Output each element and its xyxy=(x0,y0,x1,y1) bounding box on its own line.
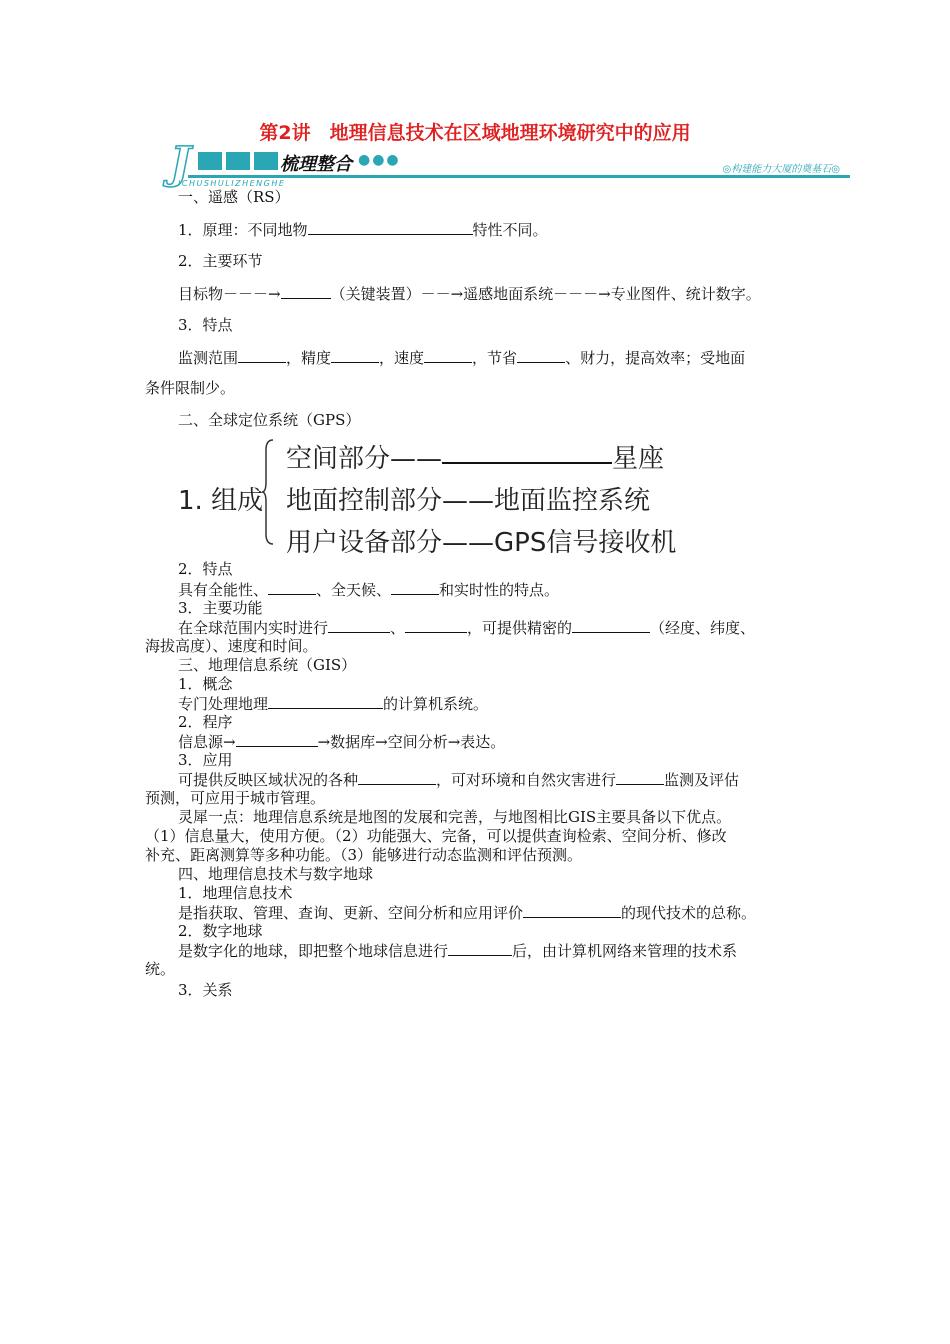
rs-item-1-end: 特性不同。 xyxy=(472,221,548,239)
gps-2-a: 具有全能性、 xyxy=(178,581,269,599)
digital-item-2: 2．数字地球 xyxy=(178,922,263,940)
rs-2-b: （关键装置）－－→遥感地面系统－－－→专业图件、统计数字。 xyxy=(330,285,761,303)
gis-2-a: 信息源→ xyxy=(178,733,236,751)
dig-1-a: 是指获取、管理、查询、更新、空间分析和应用评价 xyxy=(178,904,524,922)
dig-1-b: 的现代技术的总称。 xyxy=(621,904,757,922)
rs-3-b: ，精度 xyxy=(286,349,332,367)
gps-num: 1. 组成 xyxy=(178,486,264,516)
rs-3-c: ，速度 xyxy=(379,349,425,367)
gis-item-2: 2．程序 xyxy=(178,713,233,731)
gps-2-c: 和实时性的特点。 xyxy=(439,581,560,599)
gps-3-c: ，可提供精密的 xyxy=(467,619,573,637)
blank xyxy=(442,438,612,464)
digital-heading: 四、地理信息技术与数字地球 xyxy=(178,865,374,883)
rs-3-e: 、财力，提高效率；受地面 xyxy=(565,349,746,367)
blank xyxy=(448,941,512,956)
gps-2-b: 、全天候、 xyxy=(316,581,392,599)
gps-item-3: 3．主要功能 xyxy=(178,599,263,617)
tip-line-1: 灵犀一点：地理信息系统是地图的发展和完善，与地图相比GIS主要具备以下优点。 xyxy=(178,808,732,826)
blank xyxy=(572,618,650,633)
gis-item-3-cont: 预测，可应用于城市管理。 xyxy=(145,789,326,807)
digital-item-1: 1．地理信息技术 xyxy=(178,884,293,902)
banner-label: 梳理整合 xyxy=(280,154,352,175)
gis-3-c: 监测及评估 xyxy=(664,771,740,789)
gis-item-1-text xyxy=(178,694,488,713)
gps-row-space xyxy=(286,438,664,475)
rs-item-3-cont: 条件限制少。 xyxy=(145,379,236,397)
gis-1-b: 的计算机系统。 xyxy=(383,695,489,713)
blank xyxy=(405,618,467,633)
digital-item-3: 3．关系 xyxy=(178,981,233,999)
gis-item-1: 1．概念 xyxy=(178,675,233,693)
tip-line-2: （1）信息量大，使用方便。（2）功能强大、完备，可以提供查询检索、空间分析、修改 xyxy=(145,827,727,845)
banner-dots: ●●● xyxy=(358,152,401,168)
blank xyxy=(328,618,390,633)
gis-1-a: 专门处理地理 xyxy=(178,695,269,713)
gps-heading: 二、全球定位系统（GPS） xyxy=(178,411,361,429)
rs-2-a: 目标物－－－→ xyxy=(178,285,281,303)
blank xyxy=(424,348,472,363)
brace-icon xyxy=(262,438,274,546)
banner-letter: J xyxy=(170,138,191,189)
rs-item-3-text xyxy=(178,348,745,367)
gps-row1-a: 空间部分—— xyxy=(286,444,443,474)
gps-item-2-text xyxy=(178,580,559,599)
digital-item-2-cont: 统。 xyxy=(145,960,176,978)
gps-item-2: 2．特点 xyxy=(178,560,233,578)
rs-item-2-text xyxy=(178,284,761,303)
blank xyxy=(268,580,316,595)
gis-2-b: →数据库→空间分析→表达。 xyxy=(317,733,506,751)
digital-item-1-text xyxy=(178,903,756,922)
blank xyxy=(616,770,664,785)
page-title: 第2讲 地理信息技术在区域地理环境研究中的应用 xyxy=(259,122,691,144)
gis-item-2-text xyxy=(178,732,505,751)
blank xyxy=(238,348,286,363)
blank xyxy=(268,694,383,709)
gis-item-3: 3．应用 xyxy=(178,751,233,769)
tip-line-3: 补充、距离测算等多种功能。（3）能够进行动态监测和评估预测。 xyxy=(145,846,583,864)
gps-row-user: 用户设备部分——GPS信号接收机 xyxy=(286,528,677,558)
rs-item-1-text: 1．原理：不同地物 xyxy=(178,221,308,239)
gps-row1-b: 星座 xyxy=(612,444,665,474)
dig-2-b: 后，由计算机网络来管理的技术系 xyxy=(512,942,738,960)
rs-item-1 xyxy=(178,220,548,239)
blank xyxy=(391,580,439,595)
rs-heading: 一、遥感（RS） xyxy=(178,188,290,206)
digital-item-2-text xyxy=(178,941,737,960)
banner-subcaption: ICHUSHULIZHENGHE xyxy=(178,179,286,188)
gps-row-ground: 地面控制部分——地面监控系统 xyxy=(286,486,651,516)
gps-3-b: 、 xyxy=(390,619,406,637)
blank xyxy=(281,284,331,299)
blank xyxy=(308,220,473,235)
gps-item-3-cont: 海拔高度）、速度和时间。 xyxy=(145,637,318,655)
blank xyxy=(331,348,379,363)
gps-3-a: 在全球范围内实时进行 xyxy=(178,619,329,637)
rs-item-2: 2．主要环节 xyxy=(178,252,263,270)
gis-3-b: ，可对环境和自然灾害进行 xyxy=(436,771,617,789)
rs-3-d: ，节省 xyxy=(472,349,518,367)
gps-composition-figure xyxy=(178,436,738,556)
gis-heading: 三、地理信息系统（GIS） xyxy=(178,656,357,674)
rs-3-a: 监测范围 xyxy=(178,349,239,367)
banner-bars xyxy=(198,152,282,170)
blank xyxy=(358,770,436,785)
gis-3-a: 可提供反映区域状况的各种 xyxy=(178,771,359,789)
banner-motto: ◎构建能力大厦的奠基石◎ xyxy=(722,164,840,175)
blank xyxy=(517,348,565,363)
blank xyxy=(523,903,621,918)
dig-2-a: 是数字化的地球，即把整个地球信息进行 xyxy=(178,942,449,960)
gps-item-3-text xyxy=(178,618,755,637)
gps-3-d: （经度、纬度、 xyxy=(650,619,756,637)
gis-item-3-text xyxy=(178,770,739,789)
section-banner xyxy=(170,138,850,190)
blank xyxy=(236,732,318,747)
rs-item-3: 3．特点 xyxy=(178,316,233,334)
